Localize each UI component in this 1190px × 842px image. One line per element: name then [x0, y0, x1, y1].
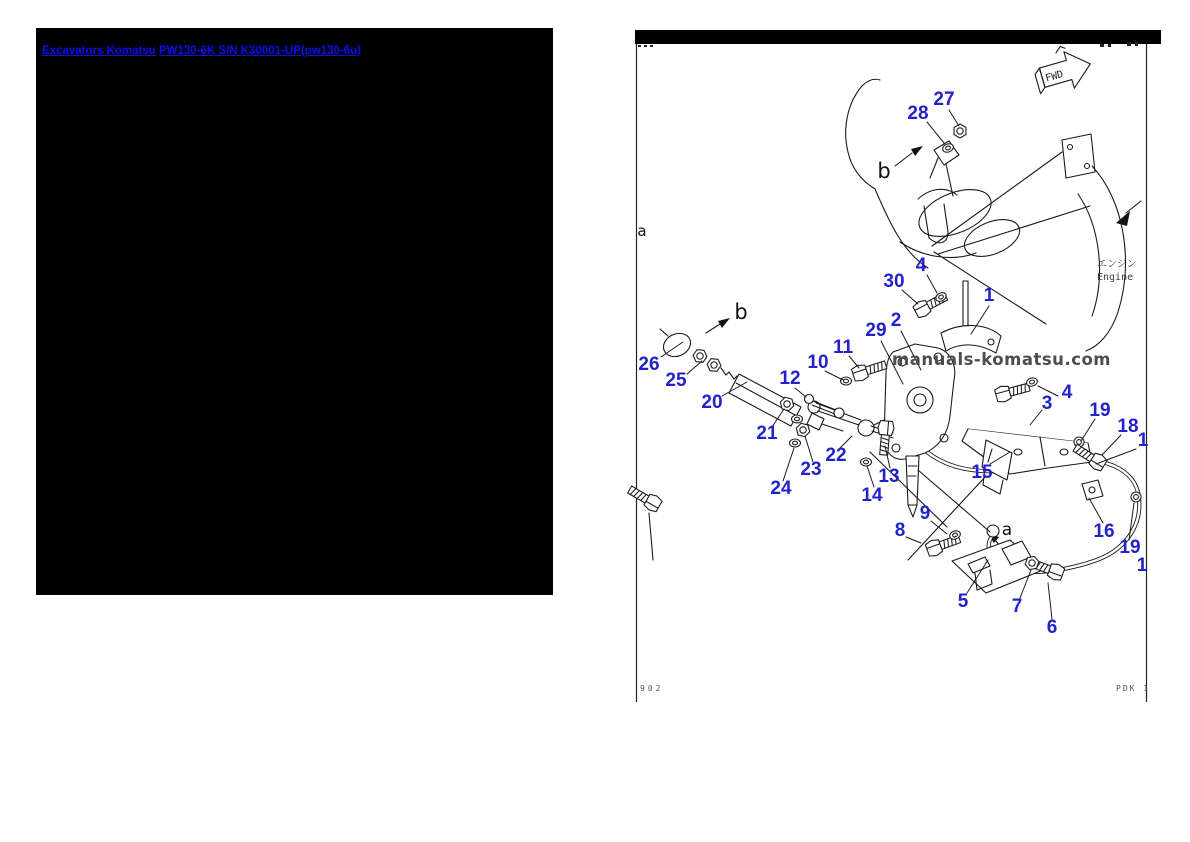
breadcrumb-model-link[interactable]: PW130-6K S/N K30001-UP(pw130-6u)	[158, 45, 361, 57]
view-label-b-top: b	[877, 159, 891, 183]
page-code-left: 902	[640, 684, 664, 693]
callout-1-bottom: 1	[1136, 555, 1148, 576]
callout-24: 24	[770, 478, 792, 499]
callout-6: 6	[1046, 617, 1058, 638]
callout-1-right: 1	[1137, 430, 1149, 451]
view-label-a-center: a	[1001, 520, 1013, 540]
callout-8: 8	[894, 520, 906, 541]
breadcrumb	[42, 45, 361, 57]
callout-4-right: 4	[1061, 382, 1073, 403]
callout-20: 20	[701, 392, 723, 413]
callout-9: 9	[919, 503, 931, 524]
callout-22: 22	[825, 445, 847, 466]
view-b-arrow-left	[706, 318, 730, 333]
diagram-top-bar	[635, 30, 1161, 44]
engine-label	[1097, 258, 1137, 284]
callout-4-top: 4	[915, 255, 927, 276]
callout-27: 27	[933, 89, 955, 110]
callout-10: 10	[807, 352, 829, 373]
fwd-arrow-label: FWD	[1044, 69, 1065, 85]
callout-28: 28	[907, 103, 929, 124]
callout-30: 30	[883, 271, 905, 292]
callout-13: 13	[878, 466, 900, 487]
callout-15: 15	[971, 462, 993, 483]
callout-23: 23	[800, 459, 822, 480]
callout-25: 25	[665, 370, 687, 391]
engine-label-jp: エンジン	[1097, 259, 1137, 270]
callout-18: 18	[1117, 416, 1139, 437]
callout-3: 3	[1041, 393, 1053, 414]
view-b-arrow-top	[895, 146, 923, 166]
callout-26: 26	[638, 354, 660, 375]
callout-19-top: 19	[1089, 400, 1111, 421]
page-code-right: PDK 1	[1116, 684, 1151, 693]
watermark: manuals-komatsu.com	[892, 350, 1112, 369]
callout-7: 7	[1011, 596, 1023, 617]
callout-2: 2	[890, 310, 902, 331]
callout-16: 16	[1093, 521, 1115, 542]
upper-bracket-part	[930, 124, 966, 196]
callout-21: 21	[756, 423, 778, 444]
fwd-arrow-icon	[1030, 40, 1096, 98]
callout-1-top: 1	[983, 285, 995, 306]
callout-5: 5	[957, 591, 969, 612]
callout-14: 14	[861, 485, 883, 506]
view-label-b-left: b	[734, 300, 748, 324]
breadcrumb-category-link[interactable]: Excavators Komatsu	[42, 45, 156, 57]
callout-11: 11	[832, 337, 854, 358]
view-label-a-edge: a	[637, 222, 647, 240]
actuator-assembly	[660, 329, 844, 447]
callout-29: 29	[865, 320, 887, 341]
callout-12: 12	[779, 368, 801, 389]
callout-19-bottom: 19	[1119, 537, 1141, 558]
engine-label-en: Engine	[1097, 272, 1134, 283]
